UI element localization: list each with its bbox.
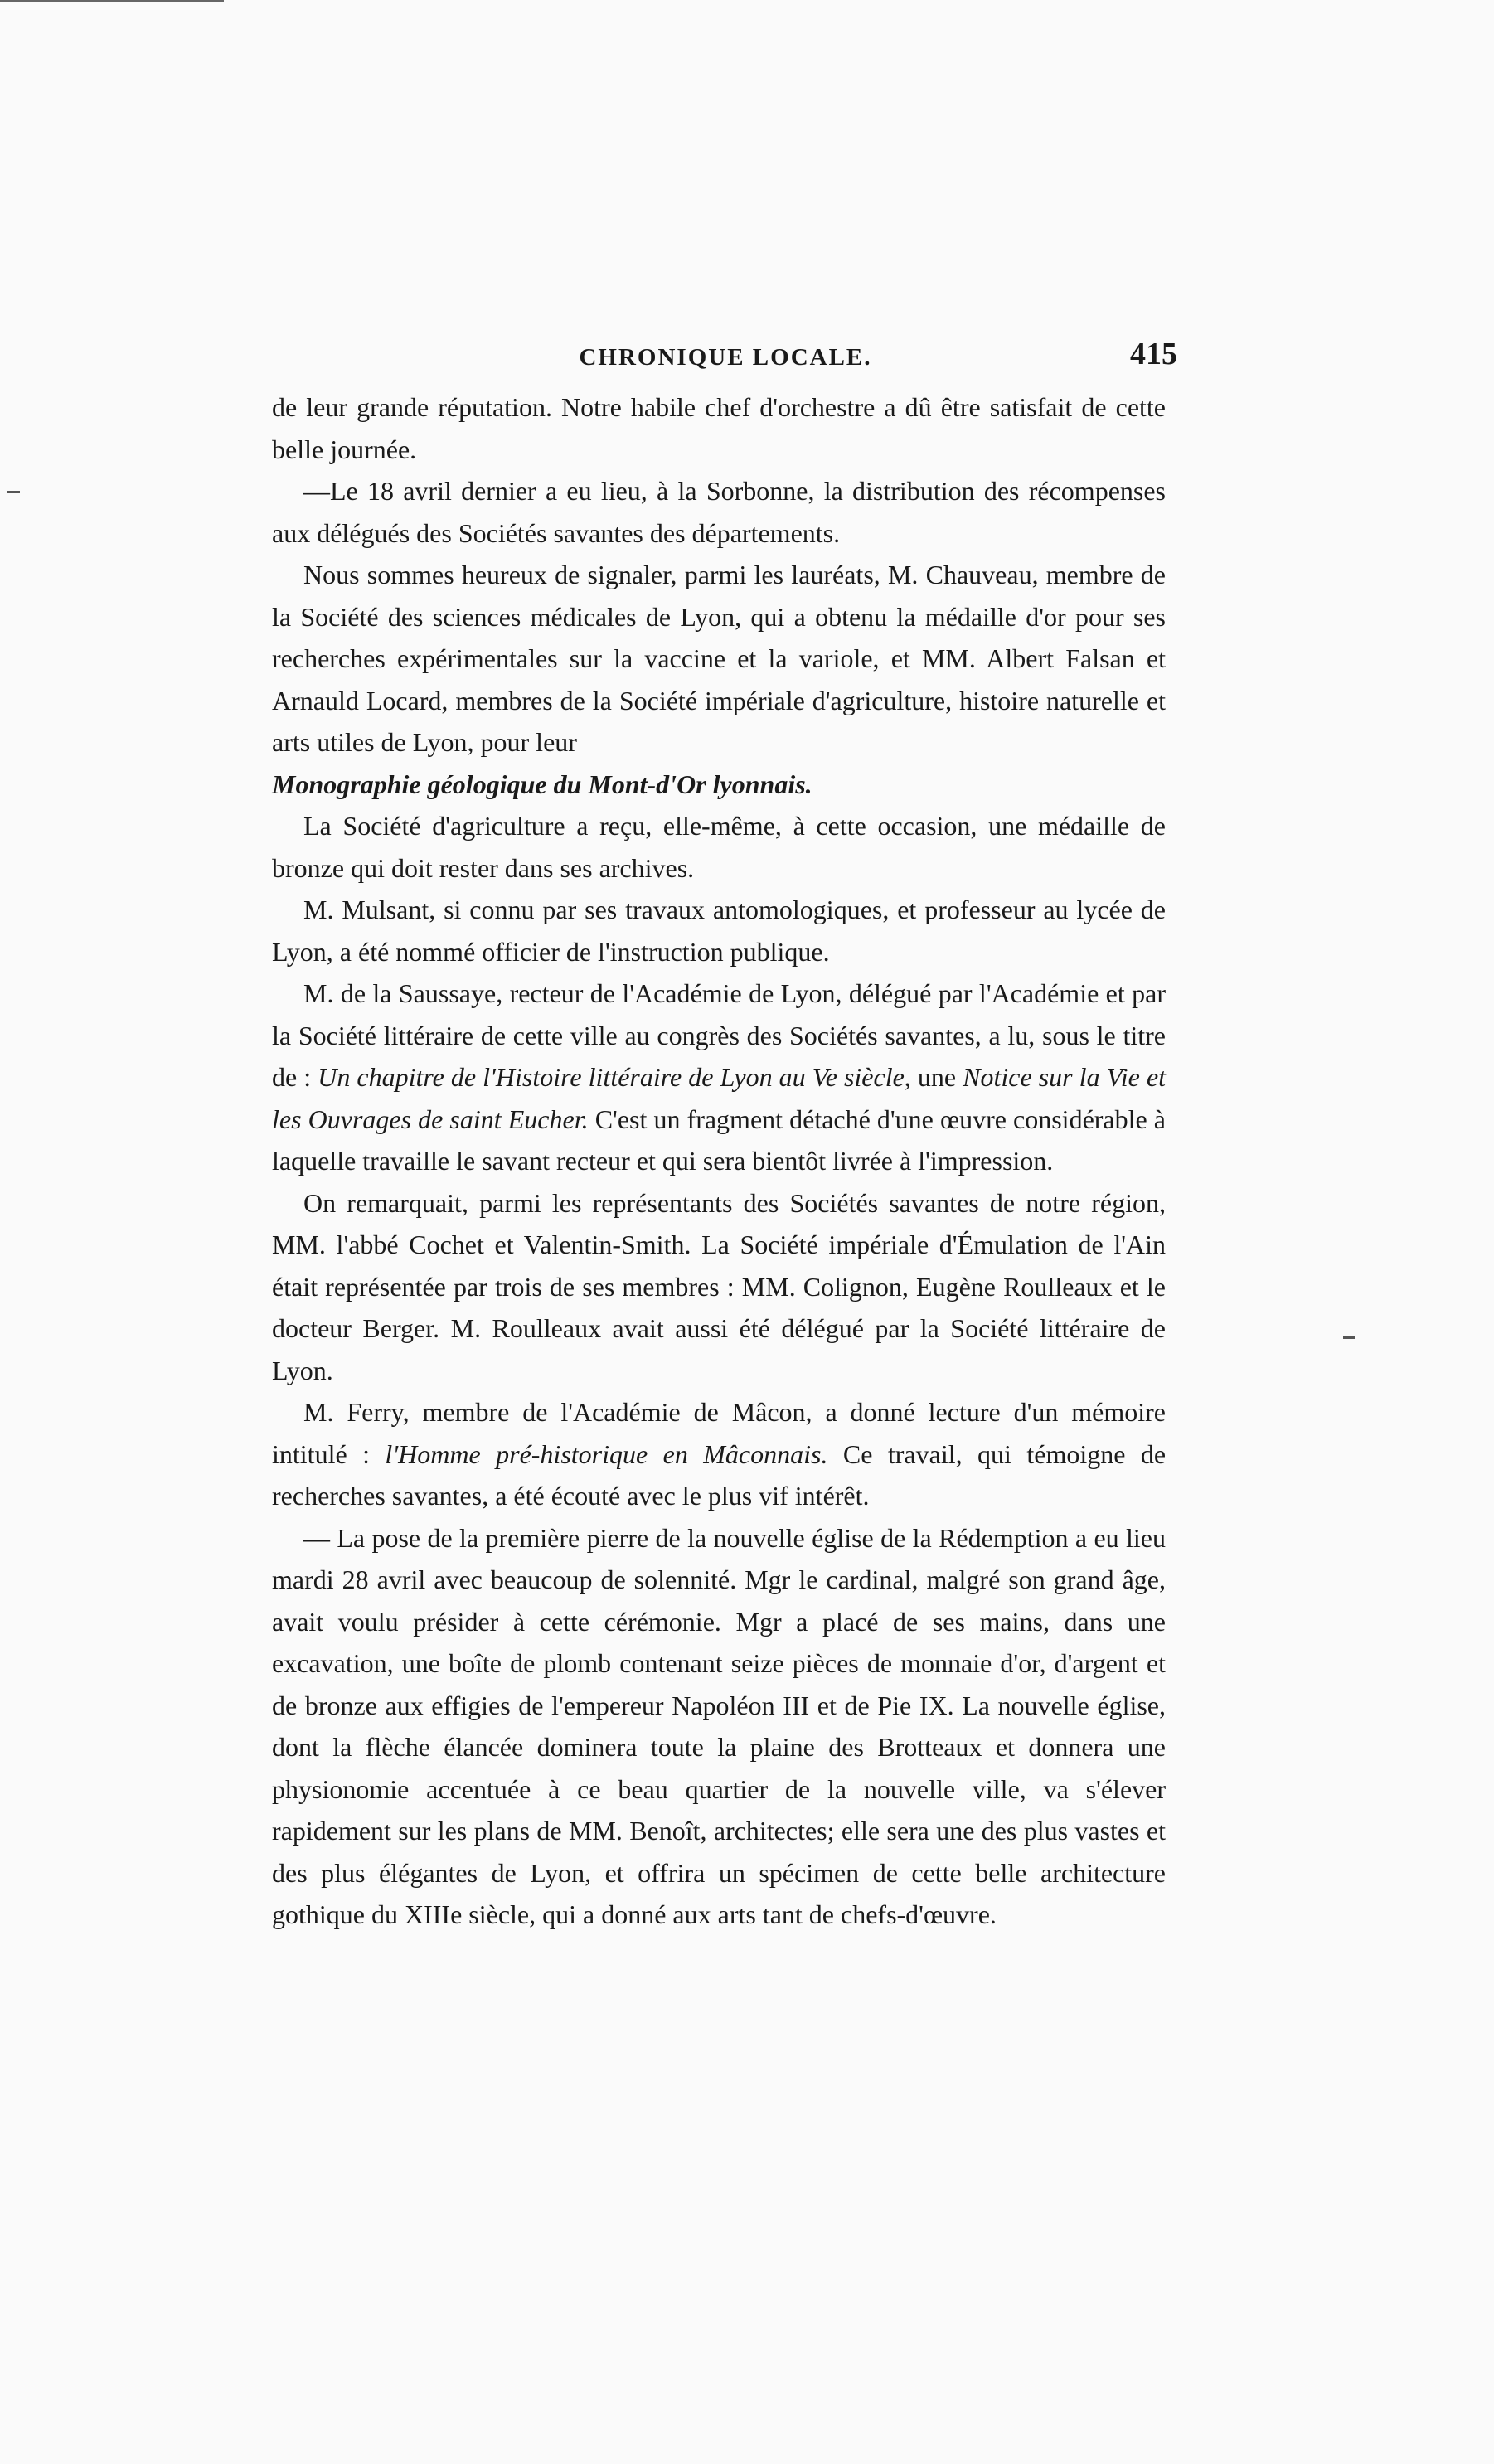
ferry-title: l'Homme pré-historique en Mâconnais.: [385, 1438, 828, 1469]
paragraph-representants: On remarquait, parmi les représentants des Sociétés savantes de notre région, MM. l'abbé Cochet et Valentin-Smith. La Société impériale d'Émulation de l'Ain était représentée par trois de ses membres : MM. Colignon, Eugène Roulleaux et le docteur Berger. M. Roulleaux avait aussi été délégué par la Société littéraire de Lyon.: [272, 1187, 1166, 1385]
page-number: 415: [1130, 337, 1177, 371]
saussaye-text: M. de la Saussaye, recteur de l'Académie de Lyon, délégué par l'Académie et par la Société littéraire de cette ville au congrès des Sociétés savantes, a lu, sous le titre de :: [272, 978, 1166, 1092]
paragraph-laureats: Nous sommes heureux de signaler, parmi les lauréats, M. Chauveau, membre de la Société des sciences médicales de Lyon, qui a obtenu la médaille d'or pour ses recherches expérimentales sur la vaccine et la variole, et MM. Albert Falsan et Arnauld Locard, membres de la Société impériale d'agriculture, histoire naturelle et arts utiles de Lyon, pour leur: [272, 560, 1166, 757]
running-head: [274, 336, 1177, 386]
margin-tick-right: [1343, 1336, 1355, 1339]
running-title: CHRONIQUE LOCALE.: [579, 344, 872, 371]
body-text: [272, 386, 1166, 1936]
saussaye-text-end: C'est un fragment détaché d'une œuvre considérable à laquelle travaille le savant recteur et qui sera bientôt livrée à l'impression.: [272, 1103, 1167, 1176]
saussaye-text-une: , une: [904, 1062, 957, 1092]
ferry-text: M. Ferry, membre de l'Académie de Mâcon, a donné lecture d'un mémoire intitulé :: [272, 1397, 1166, 1469]
paragraph-sorbonne: —Le 18 avril dernier a eu lieu, à la Sorbonne, la distribution des récompenses aux délégués des Sociétés savantes des départements.: [272, 476, 1166, 548]
paragraph-societe-agriculture: La Société d'agriculture a reçu, elle-même, à cette occasion, une médaille de bronze qui doit rester dans ses archives.: [272, 811, 1166, 883]
paragraph-monographie-title: Monographie géologique du Mont-d'Or lyonnais.: [272, 769, 812, 799]
paragraph-redemption: — La pose de la première pierre de la nouvelle église de la Rédemption a eu lieu mardi 28 avril avec beaucoup de solennité. Mgr le cardinal, malgré son grand âge, avait voulu présider à cette cérémonie. Mgr a placé de ses mains, dans une excavation, une boîte de plomb contenant seize pièces de monnaie d'or, d'argent et de bronze aux effigies de l'empereur Napoléon III et de Pie IX. La nouvelle église, dont la flèche élancée dominera toute la plaine des Brotteaux et donnera une physionomie accentuée à ce beau quartier de la nouvelle ville, va s'élever rapidement sur les plans de MM. Benoît, architectes; elle sera une des plus vastes et des plus élégantes de Lyon, et offrira un spécimen de cette belle architecture gothique du XIIIe siècle, qui a donné aux arts tant de chefs-d'œuvre.: [272, 1522, 1166, 1929]
paragraph-mulsant: M. Mulsant, si connu par ses travaux antomologiques, et professeur au lycée de Lyon, a été nommé officier de l'instruction publique.: [272, 895, 1166, 967]
paragraph-continuation: de leur grande réputation. Notre habile chef d'orchestre a dû être satisfait de cette belle journée.: [272, 392, 1166, 464]
paragraph-ferry: [272, 1391, 1166, 1517]
saussaye-title-notice: Notice sur la Vie et les Ouvrages de saint Eucher.: [272, 1062, 1167, 1134]
saussaye-title-chapitre: Un chapitre de l'Histoire littéraire de Lyon au Ve siècle: [318, 1062, 905, 1092]
ferry-text-end: Ce travail, qui témoigne de recherches savantes, a été écouté avec le plus vif intérêt.: [272, 1438, 1167, 1511]
margin-edge-top: [0, 0, 224, 2]
paragraph-saussaye: [272, 973, 1166, 1182]
margin-tick-left: [7, 491, 20, 493]
